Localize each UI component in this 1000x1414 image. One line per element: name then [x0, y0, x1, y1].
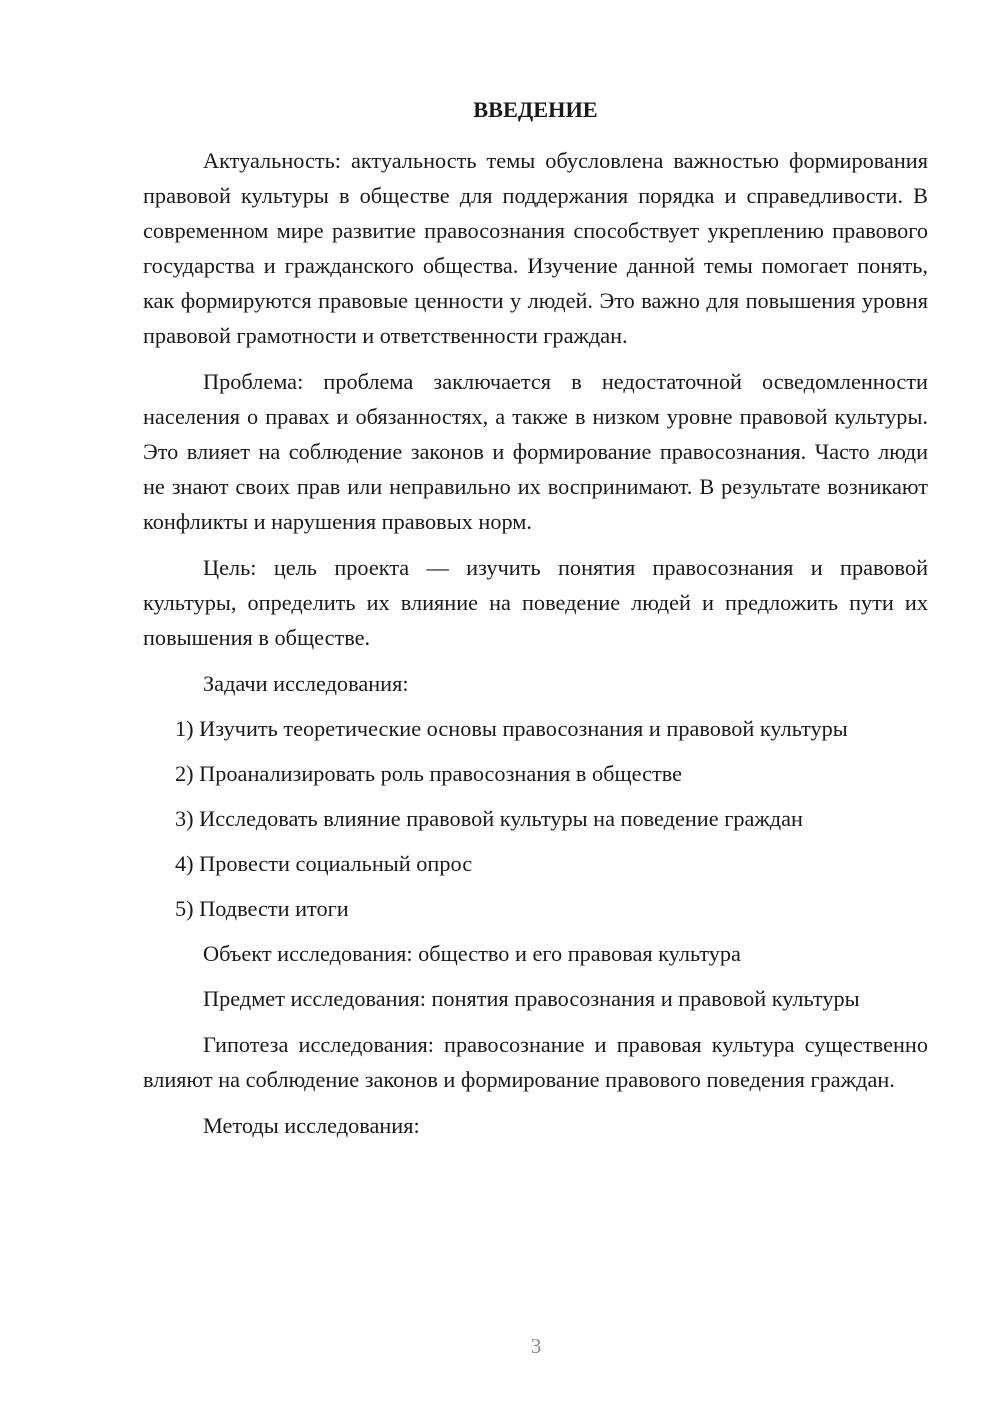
subject-paragraph: Предмет исследования: понятия правосознания и правовой культуры — [203, 986, 860, 1011]
tasks-heading: Задачи исследования: — [203, 671, 409, 696]
task-item: 1) Изучить теоретические основы правосознания и правовой культуры — [175, 716, 848, 741]
tasks-list — [143, 711, 928, 926]
hypothesis-paragraph: Гипотеза исследования: правосознание и правовая культура существенно влияют на соблюдение законов и формирование правового поведения граждан. — [143, 1032, 928, 1092]
task-item: 2) Проанализировать роль правосознания в обществе — [175, 761, 683, 786]
methods-heading: Методы исследования: — [203, 1113, 420, 1138]
task-item: 3) Исследовать влияние правовой культуры на поведение граждан — [175, 806, 803, 831]
page-content — [143, 92, 928, 1153]
page-number: 3 — [530, 1334, 542, 1358]
section-title: ВВЕДЕНИЕ — [473, 97, 598, 122]
relevance-paragraph: Актуальность: актуальность темы обусловлена важностью формирования правовой культуры в обществе для поддержания порядка и справедливости. В современном мире развитие правосознания способствует укреплению правового государства и гражданского общества. Изучение данной темы помогает понять, как формируются правовые ценности у людей. Это важно для повышения уровня правовой грамотности и ответственности граждан. — [143, 148, 928, 348]
task-item: 5) Подвести итоги — [175, 896, 349, 921]
object-line: Объект исследования: общество и его правовая культура — [203, 941, 741, 966]
goal-paragraph: Цель: цель проекта — изучить понятия правосознания и правовой культуры, определить их влияние на поведение людей и предложить пути их повышения в обществе. — [143, 555, 928, 650]
problem-paragraph: Проблема: проблема заключается в недостаточной осведомленности населения о правах и обязанностях, а также в низком уровне правовой культуры. Это влияет на соблюдение законов и формирование правосознания. Часто люди не знают своих прав или неправильно их воспринимают. В результате возникают конфликты и нарушения правовых норм. — [143, 369, 928, 534]
task-item: 4) Провести социальный опрос — [175, 851, 473, 876]
